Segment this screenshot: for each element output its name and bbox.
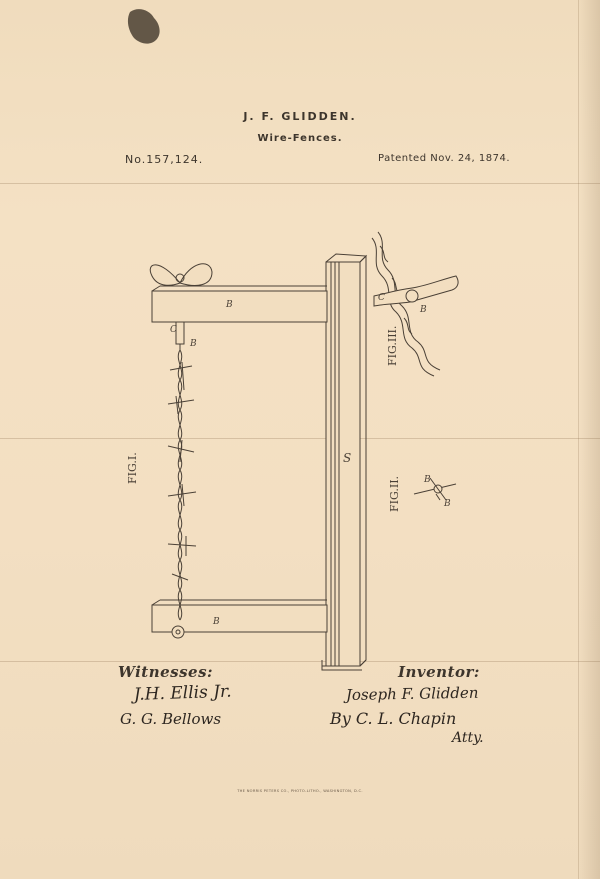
- inventor-label: Inventor:: [398, 663, 480, 681]
- ref-letter: S: [343, 451, 352, 465]
- fig3-label: FIG.III.: [386, 325, 399, 366]
- wire-ring: [172, 626, 184, 638]
- ref-letter: B: [424, 475, 431, 485]
- ref-letter: B: [226, 300, 233, 310]
- attorney-signature: By C. L. Chapin: [330, 709, 457, 728]
- patent-date: Patented Nov. 24, 1874.: [378, 153, 511, 164]
- ref-letter: C: [170, 325, 177, 335]
- fig1-label: FIG.I.: [126, 452, 139, 484]
- witness-signature: J.H. Ellis Jr.: [133, 681, 232, 705]
- ref-letter: C: [378, 293, 385, 303]
- witnesses-label: Witnesses:: [118, 663, 214, 681]
- patent-number: No.157,124.: [125, 153, 204, 166]
- paper-tear: [128, 9, 160, 44]
- twisted-wire: [178, 350, 181, 620]
- patent-title: Wire-Fences.: [257, 133, 343, 144]
- ref-letter: B: [190, 339, 197, 349]
- wire-barbs: [168, 362, 196, 580]
- printer-footer: THE NORRIS PETERS CO., PHOTO-LITHO., WASHINGTON, D.C.: [237, 789, 363, 793]
- ref-letter: B: [213, 617, 220, 627]
- patent-inventor-name: J. F. GLIDDEN.: [243, 110, 357, 123]
- attorney-suffix: Atty.: [452, 730, 484, 746]
- ref-letter: B: [444, 499, 451, 509]
- top-post: [152, 286, 327, 322]
- fig3-detail: [372, 232, 458, 376]
- wire-coil-top: [150, 264, 212, 286]
- fig2-detail: [414, 478, 456, 500]
- inventor-signature: Joseph F. Glidden: [345, 683, 479, 704]
- fig2-label: FIG.II.: [388, 475, 401, 512]
- ref-letter: B: [420, 305, 427, 315]
- witness-signature: G. G. Bellows: [120, 710, 222, 728]
